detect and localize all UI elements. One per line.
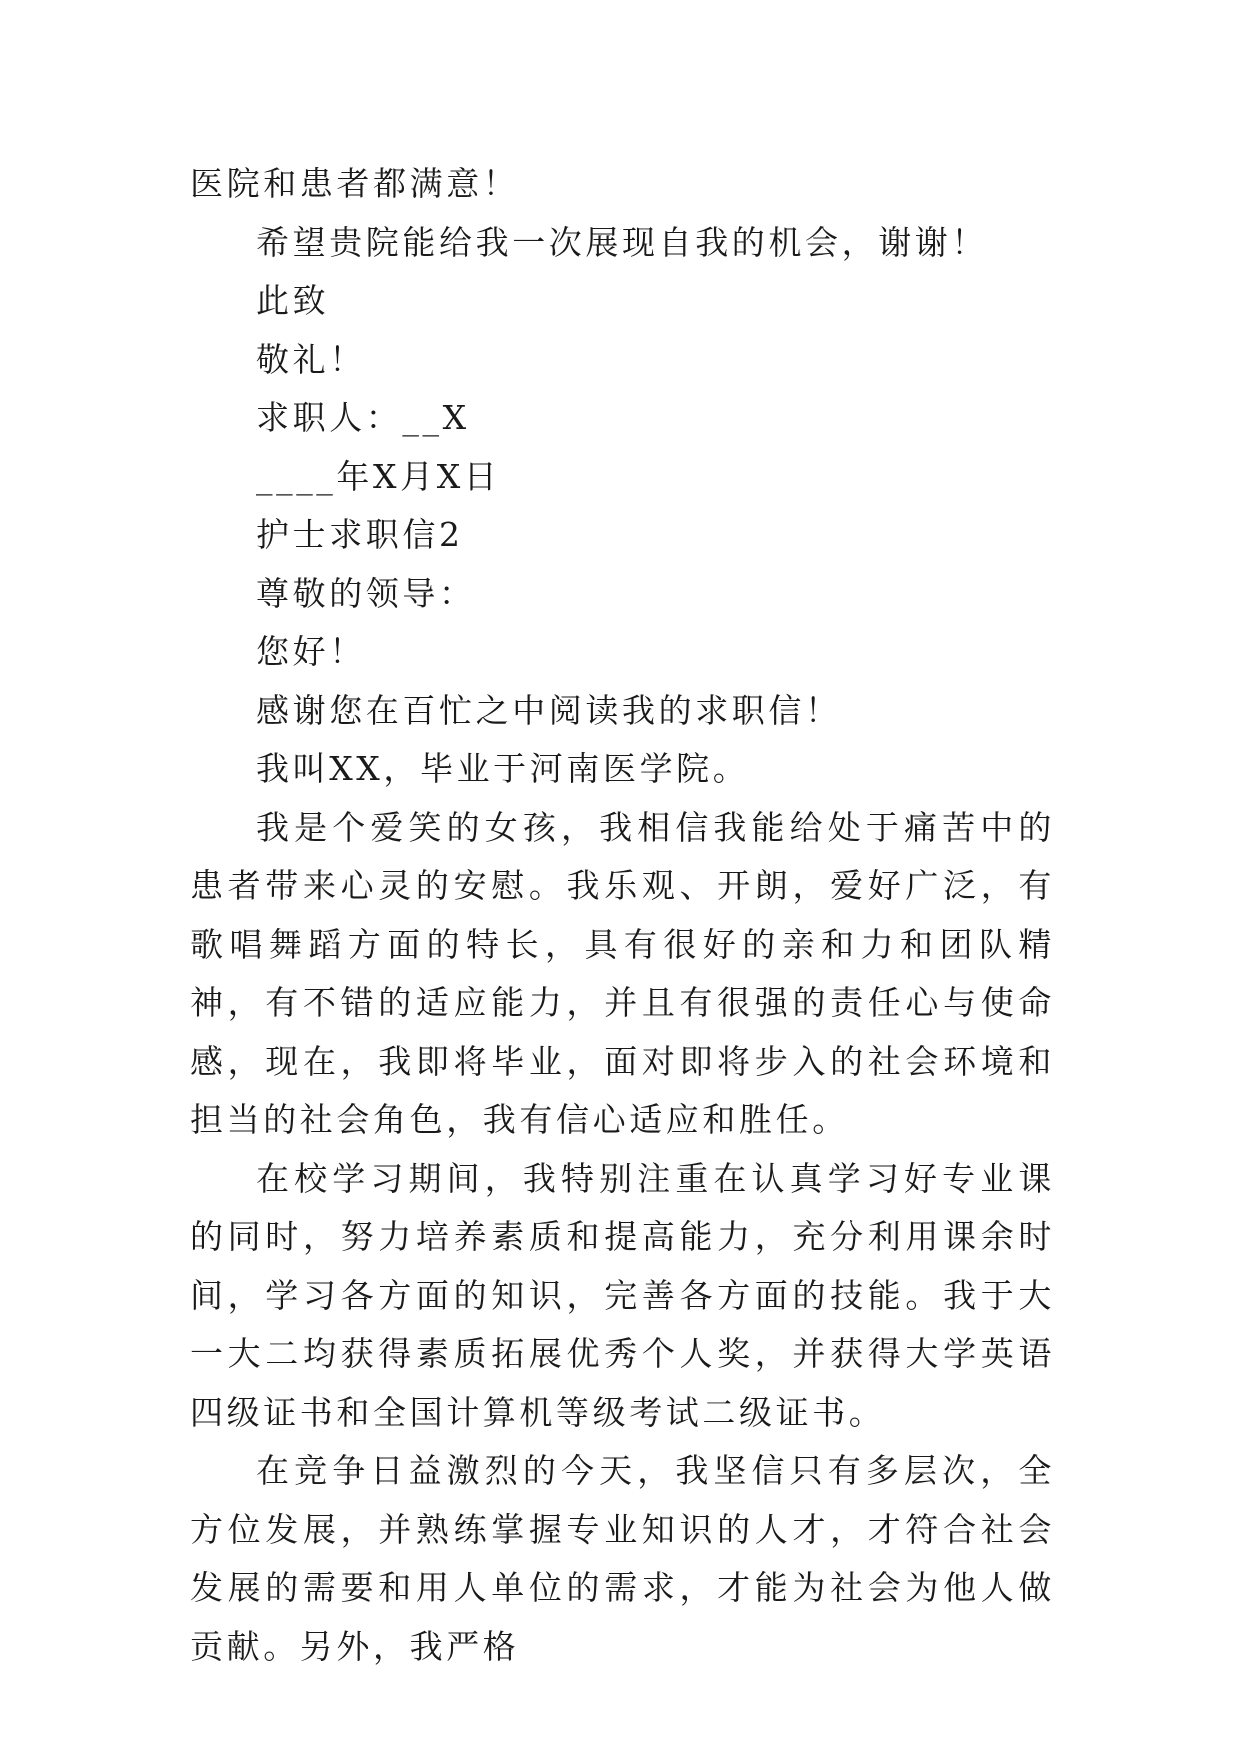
greeting-recipient: 尊敬的领导： <box>256 573 476 613</box>
paragraph-study: 在校学习期间，我特别注重在认真学习好专业课的同时，努力培养素质和提高能力，充分利用课余时间，学习各方面的知识，完善各方面的技能。我于大一大二均获得素质拓展优秀个人奖，并获得大学英语四级证书和全国计算机等级考试二级证书。 <box>190 1158 1055 1432</box>
date-line: ____年X月X日 <box>256 456 501 496</box>
applicant-line: 求职人：__X <box>256 398 470 437</box>
paragraph-personality: 我是个爱笑的女孩，我相信我能给处于痛苦中的患者带来心灵的安慰。我乐观、开朗，爱好广泛，有歌唱舞蹈方面的特长，具有很好的亲和力和团队精神，有不错的适应能力，并且有很强的责任心与使命感，现在，我即将毕业，面对即将步入的社会环境和担当的社会角色，我有信心适应和胜任。 <box>190 807 1055 1139</box>
intro-line: 我叫XX，毕业于河南医学院。 <box>256 749 750 788</box>
thanks-line: 感谢您在百忙之中阅读我的求职信！ <box>256 690 842 730</box>
closing-request: 希望贵院能给我一次展现自我的机会，谢谢！ <box>256 222 988 262</box>
letter-title: 护士求职信2 <box>256 515 464 554</box>
salutation-closing: 此致 <box>256 281 330 320</box>
greeting-hello: 您好！ <box>256 632 366 671</box>
letter-body <box>190 155 1055 1676</box>
paragraph-competition: 在竞争日益激烈的今天，我坚信只有多层次，全方位发展，并熟练掌握专业知识的人才，才符合社会发展的需要和用人单位的需求，才能为社会为他人做贡献。另外，我严格 <box>190 1451 1055 1666</box>
continuation-line: 医院和患者都满意！ <box>190 164 520 203</box>
salutation-regards: 敬礼！ <box>256 339 366 379</box>
